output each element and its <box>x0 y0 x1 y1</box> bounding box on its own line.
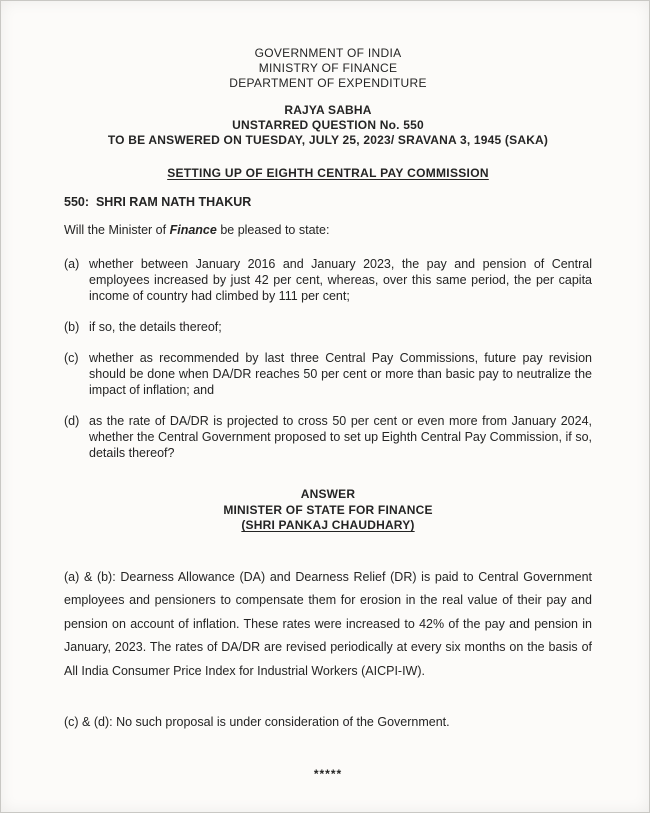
document-title: SETTING UP OF EIGHTH CENTRAL PAY COMMISSION <box>167 166 489 180</box>
intro-prefix: Will the Minister of <box>64 223 170 237</box>
member-line: 550: SHRI RAM NATH THAKUR <box>64 195 252 209</box>
government-header <box>64 46 592 91</box>
answer-heading: ANSWER <box>300 487 356 501</box>
question-text-c: whether as recommended by last three Central Pay Commissions, future pay revision should be done when DA/DR reaches 50 per cent or more than basic pay to neutralize the impact of inflation; and <box>89 351 592 397</box>
question-text-d: as the rate of DA/DR is projected to cross 50 per cent or even more from January 2024, whether the Central Government proposed to set up Eighth Central Pay Commission, if so, details thereof? <box>89 414 592 460</box>
answer-date-line: TO BE ANSWERED ON TUESDAY, JULY 25, 2023/ SRAVANA 3, 1945 (SAKA) <box>107 133 549 147</box>
intro-minister-portfolio: Finance <box>169 223 217 237</box>
question-item-d <box>64 413 592 461</box>
header-department-of-expenditure: DEPARTMENT OF EXPENDITURE <box>229 76 427 90</box>
question-label-d: (d) <box>64 414 80 428</box>
question-label-c: (c) <box>64 351 79 365</box>
question-number-line: UNSTARRED QUESTION No. 550 <box>232 118 424 132</box>
session-header <box>64 103 592 148</box>
question-item-b <box>64 319 592 335</box>
end-of-document-stars: ***** <box>313 766 343 781</box>
answer-header <box>64 487 592 534</box>
question-item-a <box>64 256 592 304</box>
question-text-a: whether between January 2016 and January 2023, the pay and pension of Central employees increased by just 42 per cent, whereas, over this same period, the per capita income of country had climbed by 111 per cent; <box>89 257 592 303</box>
house-name: RAJYA SABHA <box>284 103 372 117</box>
answer-paragraph-ab: (a) & (b): Dearness Allowance (DA) and Dearness Relief (DR) is paid to Central Government employees and pensioners to compensate them for erosion in the real value of their pay and pension on account of inflation. These rates were increased to 42% of the pay and pension in January, 2023. The rates of DA/DR are revised periodically at every six months on the basis of All India Consumer Price Index for Industrial Workers (AICPI-IW). <box>64 569 592 678</box>
question-list <box>64 256 592 461</box>
minister-title: MINISTER OF STATE FOR FINANCE <box>223 502 433 517</box>
question-text-b: if so, the details thereof; <box>89 320 222 334</box>
answer-paragraph-cd: (c) & (d): No such proposal is under consideration of the Government. <box>64 715 450 729</box>
intro-suffix: be pleased to state: <box>216 223 330 237</box>
header-ministry-of-finance: MINISTRY OF FINANCE <box>258 61 398 75</box>
question-intro <box>64 223 592 237</box>
question-label-a: (a) <box>64 257 80 271</box>
question-label-b: (b) <box>64 320 80 334</box>
header-government-of-india: GOVERNMENT OF INDIA <box>254 46 402 60</box>
question-item-c <box>64 350 592 398</box>
minister-name: (SHRI PANKAJ CHAUDHARY) <box>241 518 415 532</box>
